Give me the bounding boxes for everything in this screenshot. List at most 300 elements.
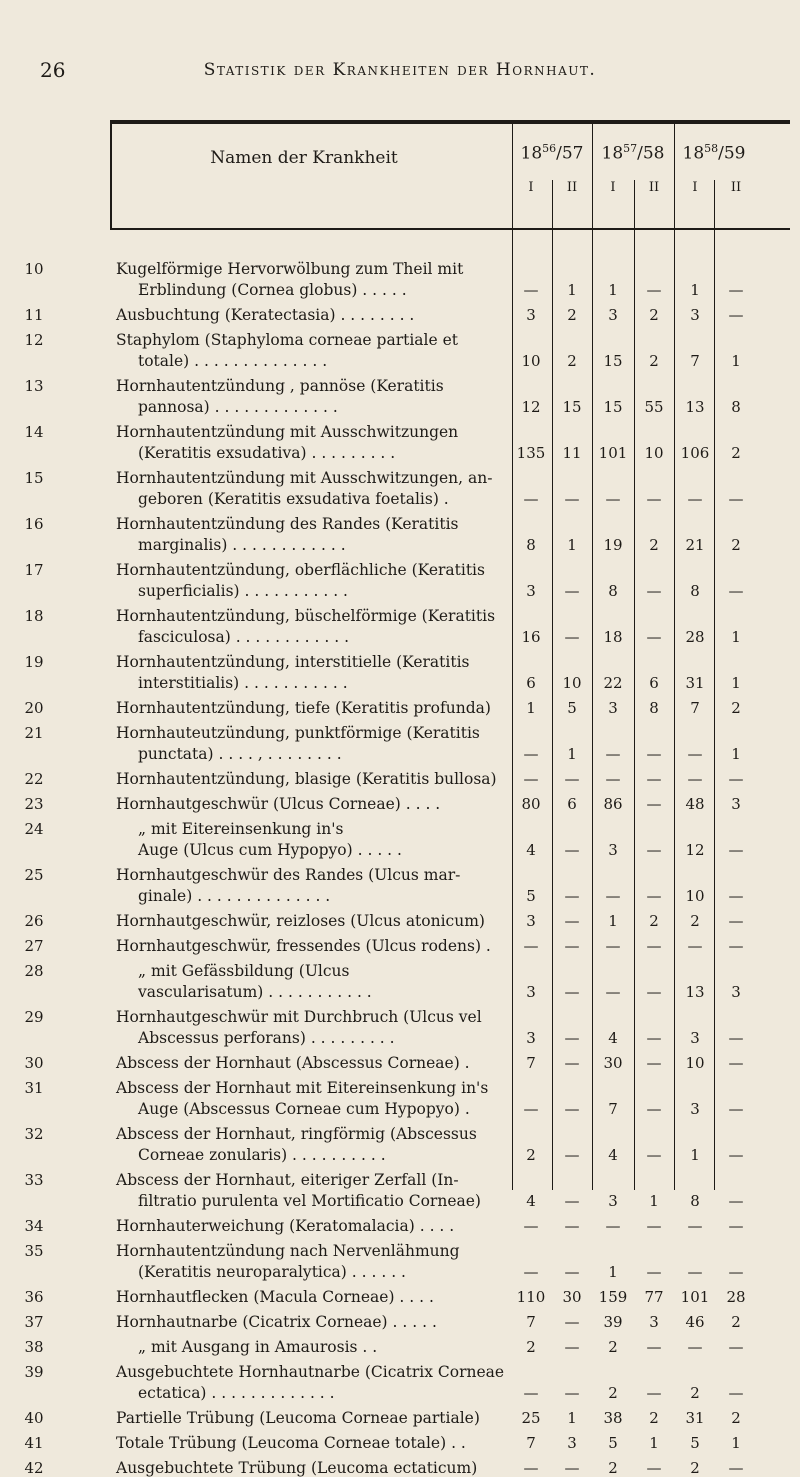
value-cell: —: [728, 306, 744, 324]
value-cell: —: [646, 628, 662, 646]
value-cell: —: [564, 983, 580, 1001]
row-number: 10: [24, 260, 44, 278]
disease-name-line: interstitialis) . . . . . . . . . . .: [138, 674, 348, 692]
row-number: 23: [24, 795, 44, 813]
value-cell: 106: [680, 444, 710, 462]
value-cell: 13: [685, 398, 705, 416]
value-cell: 28: [726, 1288, 746, 1306]
value-cell: 6: [649, 674, 659, 692]
value-cell: 2: [526, 1146, 536, 1164]
value-cell: —: [523, 937, 539, 955]
value-cell: 3: [690, 1029, 700, 1047]
row-number: 22: [24, 770, 44, 788]
value-cell: 4: [526, 841, 536, 859]
table-header-rule: [110, 228, 790, 230]
disease-name-line: Erblindung (Cornea globus) . . . . .: [138, 281, 407, 299]
value-cell: 7: [526, 1313, 536, 1331]
value-cell: —: [523, 1384, 539, 1402]
disease-name-line: ginale) . . . . . . . . . . . . . .: [138, 887, 331, 905]
value-cell: 3: [526, 912, 536, 930]
disease-name-line: Hornhautentzündung, interstitielle (Keratitis: [116, 653, 470, 671]
value-cell: 2: [567, 306, 577, 324]
year-header-2: [593, 142, 673, 164]
value-cell: —: [564, 1192, 580, 1210]
value-cell: —: [605, 887, 621, 905]
disease-name-line: Hornhauteutzündung, punktförmige (Keratitis: [116, 724, 480, 742]
disease-name-line: Hornhautentzündung , pannöse (Keratitis: [116, 377, 444, 395]
disease-name-line: Ausgebuchtete Hornhautnarbe (Cicatrix Corneae: [116, 1363, 505, 1381]
value-cell: 3: [690, 306, 700, 324]
value-cell: 48: [685, 795, 705, 813]
disease-name-line: Ausbuchtung (Keratectasia) . . . . . . . .: [116, 306, 415, 324]
value-cell: —: [523, 1263, 539, 1281]
value-cell: 18: [603, 628, 623, 646]
table-left-rule: [110, 120, 112, 230]
value-cell: —: [523, 1100, 539, 1118]
row-number: 18: [24, 607, 44, 625]
disease-name-line: Hornhautentzündung, tiefe (Keratitis profunda): [116, 699, 491, 717]
row-number: 24: [24, 820, 44, 838]
value-cell: —: [564, 1384, 580, 1402]
disease-name-line: Abscess der Hornhaut, ringförmig (Abscessus: [116, 1125, 477, 1143]
value-cell: 31: [685, 674, 705, 692]
row-number: 26: [24, 912, 44, 930]
page-number: 26: [40, 58, 66, 82]
value-cell: —: [523, 490, 539, 508]
value-cell: —: [605, 937, 621, 955]
value-cell: —: [646, 1263, 662, 1281]
value-cell: 3: [526, 582, 536, 600]
row-number: 28: [24, 962, 44, 980]
row-number: 13: [24, 377, 44, 395]
value-cell: 4: [608, 1029, 618, 1047]
value-cell: —: [564, 770, 580, 788]
value-cell: —: [564, 490, 580, 508]
year-base: 18: [520, 143, 543, 164]
year-header-1: [512, 142, 592, 164]
value-cell: 2: [649, 912, 659, 930]
value-cell: —: [728, 1384, 744, 1402]
value-cell: —: [687, 1217, 703, 1235]
value-cell: —: [687, 490, 703, 508]
row-number: 41: [24, 1434, 44, 1452]
disease-name-line: Totale Trübung (Leucoma Corneae totale) . .: [116, 1434, 466, 1452]
value-cell: —: [605, 745, 621, 763]
value-cell: —: [728, 582, 744, 600]
disease-name-line: pannosa) . . . . . . . . . . . . .: [138, 398, 338, 416]
row-number: 29: [24, 1008, 44, 1026]
value-cell: 10: [685, 887, 705, 905]
value-cell: 2: [608, 1459, 618, 1477]
row-number: 25: [24, 866, 44, 884]
row-number: 27: [24, 937, 44, 955]
row-number: 21: [24, 724, 44, 742]
value-cell: 8: [731, 398, 741, 416]
disease-name-line: (Keratitis neuroparalytica) . . . . . .: [138, 1263, 406, 1281]
value-cell: —: [687, 1338, 703, 1356]
value-cell: 13: [685, 983, 705, 1001]
value-cell: 86: [603, 795, 623, 813]
value-cell: 1: [649, 1434, 659, 1452]
year-suffix: /58: [637, 143, 665, 164]
value-cell: 2: [526, 1338, 536, 1356]
value-cell: 30: [603, 1054, 623, 1072]
value-cell: 5: [567, 699, 577, 717]
value-cell: 1: [567, 745, 577, 763]
value-cell: —: [646, 795, 662, 813]
value-cell: 12: [685, 841, 705, 859]
value-cell: —: [646, 887, 662, 905]
value-cell: 2: [608, 1338, 618, 1356]
disease-name-line: Hornhautgeschwür, reizloses (Ulcus atonicum): [116, 912, 485, 930]
value-cell: —: [646, 1054, 662, 1072]
value-cell: 1: [608, 281, 618, 299]
row-number: 11: [24, 306, 44, 324]
value-cell: —: [728, 1217, 744, 1235]
value-cell: —: [523, 1459, 539, 1477]
value-cell: —: [728, 1263, 744, 1281]
disease-name-line: vascularisatum) . . . . . . . . . . .: [138, 983, 372, 1001]
value-cell: —: [523, 745, 539, 763]
value-cell: 5: [690, 1434, 700, 1452]
disease-name-line: Abscessus perforans) . . . . . . . . .: [138, 1029, 395, 1047]
disease-name-line: Ausgebuchtete Trübung (Leucoma ectaticum): [116, 1459, 478, 1477]
value-cell: —: [687, 937, 703, 955]
value-cell: 2: [731, 536, 741, 554]
row-number: 33: [24, 1171, 44, 1189]
value-cell: 7: [690, 699, 700, 717]
value-cell: 2: [690, 912, 700, 930]
disease-name-line: (Keratitis exsudativa) . . . . . . . . .: [138, 444, 396, 462]
value-cell: —: [605, 770, 621, 788]
disease-name-line: Auge (Ulcus cum Hypopyo) . . . . .: [138, 841, 402, 859]
value-cell: —: [564, 887, 580, 905]
row-number: 37: [24, 1313, 44, 1331]
disease-name-line: Hornhautflecken (Macula Corneae) . . . .: [116, 1288, 434, 1306]
value-cell: 1: [690, 1146, 700, 1164]
value-cell: 110: [516, 1288, 546, 1306]
disease-name-line: Hornhautentzündung, blasige (Keratitis bullosa): [116, 770, 497, 788]
value-cell: 2: [690, 1384, 700, 1402]
value-cell: 3: [526, 306, 536, 324]
value-cell: 10: [521, 352, 541, 370]
year-superscript: 57: [623, 142, 638, 155]
row-number: 15: [24, 469, 44, 487]
value-cell: 8: [690, 1192, 700, 1210]
disease-name-line: „ mit Ausgang in Amaurosis . .: [138, 1338, 378, 1356]
value-cell: 135: [516, 444, 546, 462]
value-cell: 10: [685, 1054, 705, 1072]
disease-name-line: Auge (Abscessus Corneae cum Hypopyo) .: [138, 1100, 470, 1118]
row-number: 17: [24, 561, 44, 579]
disease-name-line: Hornhautentzündung, büschelförmige (Keratitis: [116, 607, 496, 625]
value-cell: —: [728, 1459, 744, 1477]
value-cell: 1: [690, 281, 700, 299]
row-number: 31: [24, 1079, 44, 1097]
value-cell: —: [564, 1459, 580, 1477]
value-cell: —: [646, 490, 662, 508]
value-cell: —: [564, 628, 580, 646]
value-cell: —: [728, 1338, 744, 1356]
value-cell: 1: [608, 1263, 618, 1281]
value-cell: 2: [649, 306, 659, 324]
value-cell: 46: [685, 1313, 705, 1331]
value-cell: 3: [608, 306, 618, 324]
value-cell: 25: [521, 1409, 541, 1427]
value-cell: 8: [690, 582, 700, 600]
table-top-rule: [110, 120, 790, 124]
value-cell: —: [728, 281, 744, 299]
value-cell: —: [564, 937, 580, 955]
running-title: Statistik der Krankheiten der Hornhaut.: [203, 60, 597, 80]
value-cell: —: [646, 582, 662, 600]
year-suffix: /57: [556, 143, 584, 164]
value-cell: 2: [690, 1459, 700, 1477]
disease-name-line: marginalis) . . . . . . . . . . . .: [138, 536, 346, 554]
value-cell: —: [728, 490, 744, 508]
value-cell: —: [728, 912, 744, 930]
value-cell: —: [728, 1029, 744, 1047]
value-cell: —: [646, 1029, 662, 1047]
year-base: 18: [682, 143, 705, 164]
value-cell: —: [605, 983, 621, 1001]
value-cell: 4: [608, 1146, 618, 1164]
value-cell: —: [564, 1029, 580, 1047]
value-cell: —: [523, 1217, 539, 1235]
value-cell: 7: [690, 352, 700, 370]
value-cell: 2: [731, 1409, 741, 1427]
value-cell: 3: [608, 1192, 618, 1210]
value-cell: 19: [603, 536, 623, 554]
value-cell: —: [687, 1263, 703, 1281]
value-cell: —: [564, 1054, 580, 1072]
disease-name-line: Hornhauterweichung (Keratomalacia) . . . .: [116, 1217, 455, 1235]
disease-name-line: Hornhautgeschwür mit Durchbruch (Ulcus vel: [116, 1008, 482, 1026]
value-cell: 16: [521, 628, 541, 646]
value-cell: 1: [567, 1409, 577, 1427]
row-number: 12: [24, 331, 44, 349]
value-cell: —: [728, 1146, 744, 1164]
value-cell: 6: [567, 795, 577, 813]
value-cell: —: [646, 841, 662, 859]
value-cell: 3: [567, 1434, 577, 1452]
running-head: [0, 58, 800, 82]
disease-name-line: Kugelförmige Hervorwölbung zum Theil mit: [116, 260, 464, 278]
subheader-II: II: [648, 180, 660, 195]
disease-name-line: Partielle Trübung (Leucoma Corneae partiale): [116, 1409, 480, 1427]
row-number: 34: [24, 1217, 44, 1235]
value-cell: —: [564, 582, 580, 600]
year-header-3: [674, 142, 754, 164]
value-cell: 5: [526, 887, 536, 905]
value-cell: —: [646, 1338, 662, 1356]
value-cell: 2: [731, 699, 741, 717]
value-cell: 1: [608, 912, 618, 930]
value-cell: 5: [608, 1434, 618, 1452]
disease-name-line: Hornhautentzündung des Randes (Keratitis: [116, 515, 459, 533]
value-cell: 22: [603, 674, 623, 692]
value-cell: —: [687, 770, 703, 788]
disease-name-line: Hornhautgeschwür des Randes (Ulcus mar-: [116, 866, 461, 884]
disease-name-line: Hornhautentzündung mit Ausschwitzungen: [116, 423, 459, 441]
disease-name-line: „ mit Gefässbildung (Ulcus: [138, 962, 350, 980]
disease-name-line: Hornhautgeschwür (Ulcus Corneae) . . . .: [116, 795, 441, 813]
value-cell: —: [687, 745, 703, 763]
row-number: 38: [24, 1338, 44, 1356]
value-cell: —: [646, 770, 662, 788]
value-cell: —: [646, 745, 662, 763]
value-cell: 15: [562, 398, 582, 416]
value-cell: 80: [521, 795, 541, 813]
disease-name-line: ectatica) . . . . . . . . . . . . .: [138, 1384, 335, 1402]
year-superscript: 56: [542, 142, 557, 155]
value-cell: 77: [644, 1288, 664, 1306]
value-cell: 2: [649, 536, 659, 554]
subheader-I: I: [528, 180, 534, 195]
value-cell: —: [646, 1384, 662, 1402]
value-cell: 1: [567, 536, 577, 554]
value-cell: 4: [526, 1192, 536, 1210]
value-cell: —: [564, 1263, 580, 1281]
disease-name-line: punctata) . . . . , . . . . . . . .: [138, 745, 342, 763]
row-number: 16: [24, 515, 44, 533]
value-cell: —: [728, 937, 744, 955]
value-cell: —: [646, 983, 662, 1001]
value-cell: 159: [598, 1288, 628, 1306]
value-cell: 101: [598, 444, 628, 462]
value-cell: —: [646, 1217, 662, 1235]
value-cell: 3: [649, 1313, 659, 1331]
value-cell: 1: [731, 628, 741, 646]
value-cell: 1: [567, 281, 577, 299]
disease-name-line: geboren (Keratitis exsudativa foetalis) .: [138, 490, 449, 508]
value-cell: 3: [731, 795, 741, 813]
value-cell: —: [605, 490, 621, 508]
value-cell: 3: [608, 699, 618, 717]
value-cell: 30: [562, 1288, 582, 1306]
value-cell: 2: [731, 444, 741, 462]
value-cell: —: [646, 1146, 662, 1164]
row-number: 20: [24, 699, 44, 717]
disease-name-line: superficialis) . . . . . . . . . . .: [138, 582, 348, 600]
row-number: 35: [24, 1242, 44, 1260]
value-cell: 8: [608, 582, 618, 600]
value-cell: —: [728, 887, 744, 905]
disease-name-line: Hornhautnarbe (Cicatrix Corneae) . . . . .: [116, 1313, 437, 1331]
statistics-table: [24, 120, 790, 1477]
value-cell: —: [646, 1459, 662, 1477]
value-cell: —: [728, 841, 744, 859]
value-cell: —: [728, 770, 744, 788]
value-cell: 39: [603, 1313, 623, 1331]
disease-name-line: Hornhautentzündung mit Ausschwitzungen, an-: [116, 469, 493, 487]
row-number: 19: [24, 653, 44, 671]
value-cell: 1: [731, 1434, 741, 1452]
row-number: 42: [24, 1459, 44, 1477]
value-cell: —: [646, 937, 662, 955]
value-cell: 6: [526, 674, 536, 692]
disease-name-line: Abscess der Hornhaut, eiteriger Zerfall (In-: [116, 1171, 459, 1189]
value-cell: —: [728, 1100, 744, 1118]
disease-name-line: Corneae zonularis) . . . . . . . . . .: [138, 1146, 386, 1164]
value-cell: 15: [603, 398, 623, 416]
value-cell: 1: [731, 674, 741, 692]
value-cell: —: [564, 1217, 580, 1235]
row-number: 40: [24, 1409, 44, 1427]
value-cell: 21: [685, 536, 705, 554]
row-number: 30: [24, 1054, 44, 1072]
value-cell: 31: [685, 1409, 705, 1427]
value-cell: —: [523, 770, 539, 788]
value-cell: 11: [562, 444, 582, 462]
value-cell: 2: [649, 1409, 659, 1427]
value-cell: 7: [608, 1100, 618, 1118]
value-cell: —: [523, 281, 539, 299]
subheader-II: II: [566, 180, 578, 195]
value-cell: 1: [731, 745, 741, 763]
subheader-I: I: [692, 180, 698, 195]
row-number: 39: [24, 1363, 44, 1381]
year-superscript: 58: [704, 142, 719, 155]
value-cell: 28: [685, 628, 705, 646]
value-cell: 2: [567, 352, 577, 370]
value-cell: 3: [526, 1029, 536, 1047]
value-cell: 3: [526, 983, 536, 1001]
value-cell: —: [564, 912, 580, 930]
row-number: 36: [24, 1288, 44, 1306]
row-number: 14: [24, 423, 44, 441]
value-cell: 3: [690, 1100, 700, 1118]
value-cell: 7: [526, 1054, 536, 1072]
value-cell: —: [728, 1192, 744, 1210]
disease-name-line: Abscess der Hornhaut mit Eitereinsenkung in's: [116, 1079, 489, 1097]
value-cell: 101: [680, 1288, 710, 1306]
subheader-I: I: [610, 180, 616, 195]
value-cell: 1: [526, 699, 536, 717]
value-cell: 1: [649, 1192, 659, 1210]
disease-name-line: Hornhautgeschwür, fressendes (Ulcus rodens) .: [116, 937, 491, 955]
value-cell: 3: [731, 983, 741, 1001]
row-number: 32: [24, 1125, 44, 1143]
disease-name-line: Hornhautentzündung nach Nervenlähmung: [116, 1242, 460, 1260]
subheader-II: II: [730, 180, 742, 195]
disease-name-line: fasciculosa) . . . . . . . . . . . .: [138, 628, 350, 646]
value-cell: 2: [649, 352, 659, 370]
value-cell: 7: [526, 1434, 536, 1452]
value-cell: —: [564, 1338, 580, 1356]
value-cell: 55: [644, 398, 664, 416]
disease-name-line: Hornhautentzündung, oberflächliche (Keratitis: [116, 561, 485, 579]
value-cell: 3: [608, 841, 618, 859]
value-cell: 8: [649, 699, 659, 717]
value-cell: 2: [608, 1384, 618, 1402]
value-cell: 8: [526, 536, 536, 554]
disease-name-line: Staphylom (Staphyloma corneae partiale et: [116, 331, 458, 349]
value-cell: —: [728, 1054, 744, 1072]
value-cell: —: [646, 281, 662, 299]
value-cell: 10: [644, 444, 664, 462]
value-cell: —: [564, 1146, 580, 1164]
value-cell: 38: [603, 1409, 623, 1427]
value-cell: 10: [562, 674, 582, 692]
value-cell: —: [564, 1313, 580, 1331]
disease-name-line: „ mit Eitereinsenkung in's: [138, 820, 344, 838]
disease-name-line: totale) . . . . . . . . . . . . . .: [138, 352, 328, 370]
year-base: 18: [601, 143, 624, 164]
value-cell: 2: [731, 1313, 741, 1331]
value-cell: 12: [521, 398, 541, 416]
value-cell: 15: [603, 352, 623, 370]
